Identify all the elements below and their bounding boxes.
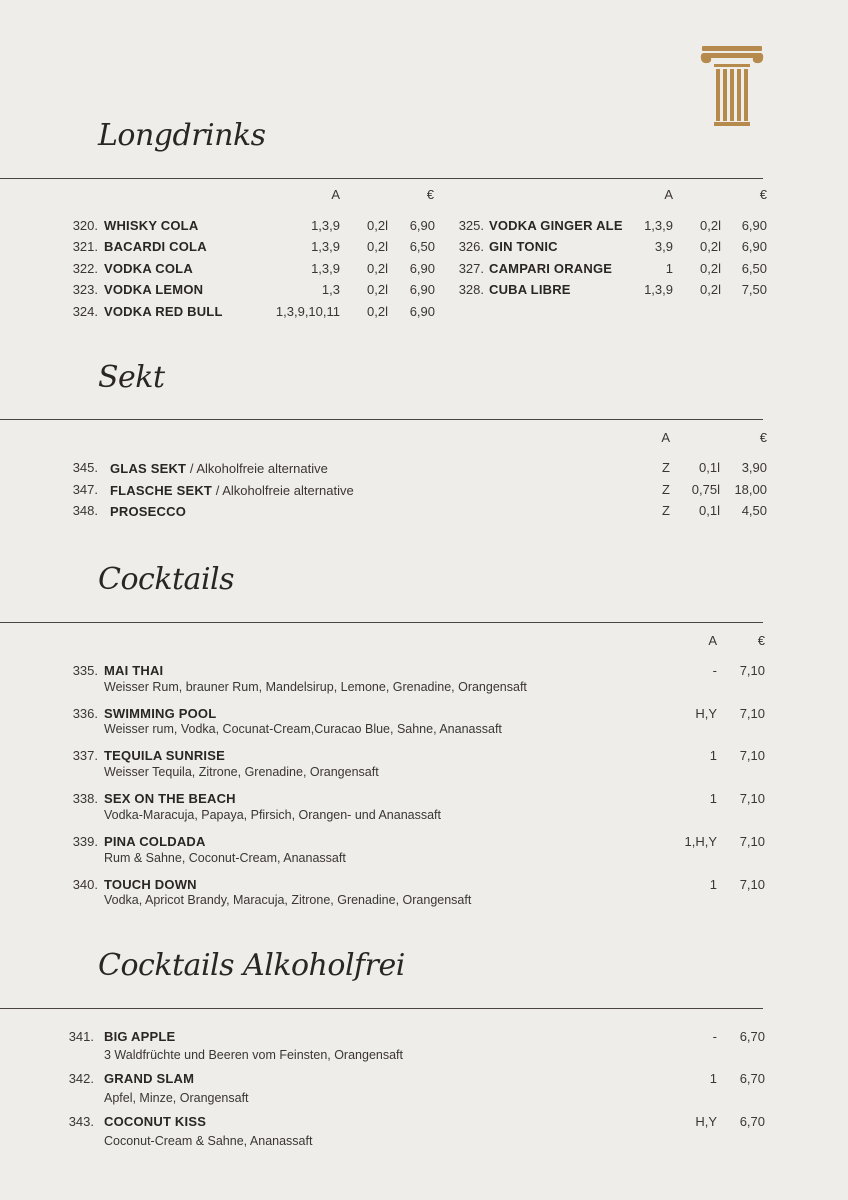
item-name: FLASCHE SEKT — [110, 483, 213, 498]
column-header-allergens: A — [331, 187, 340, 202]
item-note: / Alkoholfreie alternative — [186, 461, 328, 476]
item-price: 7,10 — [739, 706, 765, 721]
item-description: Coconut-Cream & Sahne, Ananassaft — [104, 1134, 313, 1148]
item-name: PINA COLDADA — [104, 834, 206, 849]
item-price: 6,70 — [739, 1029, 765, 1044]
item-name: COCONUT KISS — [104, 1114, 207, 1129]
item-price: 6,50 — [741, 261, 767, 276]
section-title-cocktails-alkoholfrei: Cocktails Alkoholfrei — [98, 948, 405, 983]
item-allergens: 1,3 — [321, 282, 340, 297]
item-number: 340. — [72, 877, 98, 892]
item-allergens: H,Y — [695, 706, 717, 721]
item-name: VODKA LEMON — [104, 282, 204, 297]
column-header-allergens: A — [708, 633, 717, 648]
item-size: 0,75l — [691, 482, 720, 497]
item-size: 0,2l — [700, 218, 721, 233]
item-description: Weisser rum, Vodka, Cocunat-Cream,Curacao Blue, Sahne, Ananassaft — [104, 722, 502, 736]
item-number: 324. — [72, 304, 98, 319]
item-description: Vodka, Apricot Brandy, Maracuja, Zitrone, Grenadine, Orangensaft — [104, 893, 472, 907]
item-allergens: 1 — [709, 877, 717, 892]
item-price: 6,90 — [741, 218, 767, 233]
item-price: 7,10 — [739, 834, 765, 849]
item-name: TEQUILA SUNRISE — [104, 748, 225, 763]
item-price: 6,90 — [409, 282, 435, 297]
item-number: 337. — [72, 748, 98, 763]
item-allergens: 3,9 — [654, 239, 673, 254]
item-number: 348. — [72, 503, 98, 518]
item-price: 3,90 — [741, 460, 767, 475]
section-divider — [0, 622, 763, 623]
item-name: SEX ON THE BEACH — [104, 791, 236, 806]
column-header-price: € — [757, 633, 765, 648]
item-name: MAI THAI — [104, 663, 164, 678]
item-size: 0,1l — [699, 460, 720, 475]
item-number: 342. — [68, 1071, 94, 1086]
item-number: 343. — [68, 1114, 94, 1129]
section-title-longdrinks: Longdrinks — [98, 118, 266, 153]
item-allergens: 1,3,9 — [644, 282, 673, 297]
item-note: / Alkoholfreie alternative — [212, 483, 354, 498]
item-size: 0,2l — [367, 239, 388, 254]
item-allergens: 1 — [665, 261, 673, 276]
item-allergens: 1,3,9 — [311, 218, 340, 233]
item-size: 0,2l — [367, 282, 388, 297]
item-name: TOUCH DOWN — [104, 877, 197, 892]
column-header-price: € — [426, 187, 434, 202]
item-price: 7,10 — [739, 791, 765, 806]
item-price: 7,10 — [739, 877, 765, 892]
item-allergens: Z — [662, 482, 670, 497]
column-pillar-icon — [700, 44, 764, 128]
item-name: BIG APPLE — [104, 1029, 176, 1044]
item-description: 3 Waldfrüchte und Beeren vom Feinsten, Orangensaft — [104, 1048, 404, 1062]
item-price: 6,70 — [739, 1071, 765, 1086]
item-name: PROSECCO — [110, 504, 187, 519]
item-size: 0,2l — [700, 282, 721, 297]
item-size: 0,1l — [699, 503, 720, 518]
column-header-allergens: A — [664, 187, 673, 202]
item-description: Weisser Tequila, Zitrone, Grenadine, Orangensaft — [104, 765, 379, 779]
item-description: Vodka-Maracuja, Papaya, Pfirsich, Orangen- und Ananassaft — [104, 808, 441, 822]
item-allergens: - — [712, 663, 717, 678]
item-price: 7,10 — [739, 748, 765, 763]
item-number: 326. — [458, 239, 484, 254]
item-price: 6,90 — [409, 304, 435, 319]
item-allergens: 1,H,Y — [684, 834, 717, 849]
section-title-sekt: Sekt — [98, 360, 165, 395]
item-number: 345. — [72, 460, 98, 475]
item-number: 321. — [72, 239, 98, 254]
item-price: 6,90 — [741, 239, 767, 254]
item-allergens: 1,3,9 — [311, 261, 340, 276]
item-name: VODKA GINGER ALE — [489, 218, 623, 233]
item-description: Apfel, Minze, Orangensaft — [104, 1091, 249, 1105]
item-name: WHISKY COLA — [104, 218, 199, 233]
item-description: Weisser Rum, brauner Rum, Mandelsirup, Lemone, Grenadine, Orangensaft — [104, 680, 527, 694]
item-allergens: H,Y — [695, 1114, 717, 1129]
item-number: 339. — [72, 834, 98, 849]
column-header-price: € — [759, 430, 767, 445]
item-allergens: Z — [662, 503, 670, 518]
column-header-allergens: A — [661, 430, 670, 445]
item-number: 327. — [458, 261, 484, 276]
item-allergens: Z — [662, 460, 670, 475]
item-description: Rum & Sahne, Coconut-Cream, Ananassaft — [104, 851, 346, 865]
item-allergens: 1 — [709, 1071, 717, 1086]
item-number: 335. — [72, 663, 98, 678]
item-name: VODKA RED BULL — [104, 304, 223, 319]
item-name: GRAND SLAM — [104, 1071, 195, 1086]
item-size: 0,2l — [700, 239, 721, 254]
item-name: VODKA COLA — [104, 261, 193, 276]
section-divider — [0, 178, 763, 179]
item-allergens: - — [712, 1029, 717, 1044]
item-name: SWIMMING POOL — [104, 706, 217, 721]
item-price: 7,50 — [741, 282, 767, 297]
item-size: 0,2l — [700, 261, 721, 276]
item-number: 347. — [72, 482, 98, 497]
item-price: 7,10 — [739, 663, 765, 678]
item-allergens: 1,3,9 — [311, 239, 340, 254]
item-name: BACARDI COLA — [104, 239, 207, 254]
item-size: 0,2l — [367, 261, 388, 276]
section-title-cocktails: Cocktails — [98, 562, 235, 597]
item-price: 6,90 — [409, 218, 435, 233]
item-price: 6,50 — [409, 239, 435, 254]
item-name: GIN TONIC — [489, 239, 558, 254]
item-size: 0,2l — [367, 304, 388, 319]
item-number: 320. — [72, 218, 98, 233]
section-divider — [0, 419, 763, 420]
item-name: GLAS SEKT — [110, 461, 187, 476]
item-price: 6,90 — [409, 261, 435, 276]
item-size: 0,2l — [367, 218, 388, 233]
section-divider — [0, 1008, 763, 1009]
item-number: 328. — [458, 282, 484, 297]
item-allergens: 1 — [709, 748, 717, 763]
item-number: 336. — [72, 706, 98, 721]
item-price: 6,70 — [739, 1114, 765, 1129]
item-number: 341. — [68, 1029, 94, 1044]
item-allergens: 1,3,9,10,11 — [275, 304, 340, 319]
item-allergens: 1,3,9 — [644, 218, 673, 233]
item-name: CAMPARI ORANGE — [489, 261, 613, 276]
item-number: 323. — [72, 282, 98, 297]
item-number: 325. — [458, 218, 484, 233]
item-name: CUBA LIBRE — [489, 282, 571, 297]
item-number: 338. — [72, 791, 98, 806]
item-price: 4,50 — [741, 503, 767, 518]
item-allergens: 1 — [709, 791, 717, 806]
column-header-price: € — [759, 187, 767, 202]
item-price: 18,00 — [734, 482, 767, 497]
item-number: 322. — [72, 261, 98, 276]
